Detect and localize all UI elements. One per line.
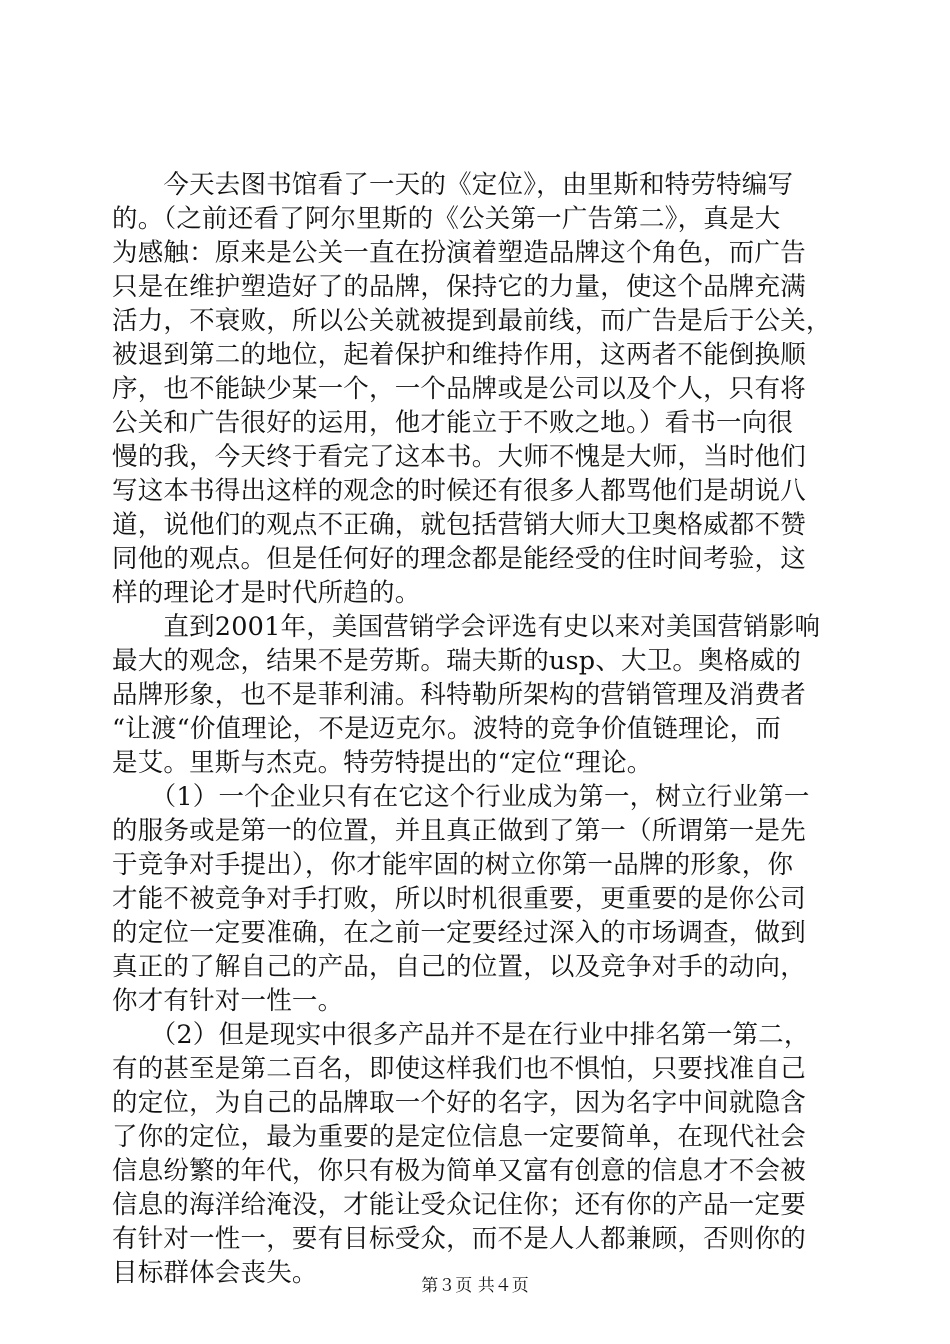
text-line: 品牌形象，也不是菲利浦。科特勒所架构的营销管理及消费者 bbox=[112, 680, 806, 710]
text-line: 慢的我，今天终于看完了这本书。大师不愧是大师，当时他们 bbox=[112, 442, 806, 472]
text-line: 信息的海洋给淹没，才能让受众记住你；还有你的产品一定要 bbox=[112, 1190, 806, 1220]
text-line: 样的理论才是时代所趋的。 bbox=[112, 578, 421, 608]
text-line: 序，也不能缺少某一个，一个品牌或是公司以及个人，只有将 bbox=[112, 374, 806, 404]
text-line: 今天去图书馆看了一天的《定位》，由里斯和特劳特编写 bbox=[112, 170, 794, 200]
text-line: 于竞争对手提出），你才能牢固的树立你第一品牌的形象，你 bbox=[112, 850, 794, 880]
text-line: 信息纷繁的年代，你只有极为简单又富有创意的信息才不会被 bbox=[112, 1156, 806, 1186]
text-line: 有针对一性一，要有目标受众，而不是人人都兼顾，否则你的 bbox=[112, 1224, 806, 1254]
text-line: 活力，不衰败，所以公关就被提到最前线，而广告是后于公关， bbox=[112, 306, 832, 336]
page-footer bbox=[0, 1275, 950, 1297]
text-line: 直到2001年，美国营销学会评选有史以来对美国营销影响 bbox=[112, 612, 821, 642]
text-line: 被退到第二的地位，起着保护和维持作用，这两者不能倒换顺 bbox=[112, 340, 806, 370]
text-line: 才能不被竞争对手打败，所以时机很重要，更重要的是你公司 bbox=[112, 884, 806, 914]
text-line: “让渡“价值理论，不是迈克尔。波特的竞争价值链理论，而 bbox=[112, 714, 781, 744]
text-line: 为感触：原来是公关一直在扮演着塑造品牌这个角色，而广告 bbox=[112, 238, 806, 268]
page-number-label: 第３页 共４页 bbox=[421, 1276, 529, 1296]
text-line: 真正的了解自己的产品，自己的位置，以及竞争对手的动向， bbox=[112, 952, 806, 982]
text-line: 的定位一定要准确，在之前一定要经过深入的市场调查，做到 bbox=[112, 918, 806, 948]
text-line: 公关和广告很好的运用，他才能立于不败之地。）看书一向很 bbox=[112, 408, 794, 438]
text-line: 的定位，为自己的品牌取一个好的名字，因为名字中间就隐含 bbox=[112, 1088, 806, 1118]
text-line: 是艾。里斯与杰克。特劳特提出的“定位“理论。 bbox=[112, 748, 653, 778]
text-line: 道，说他们的观点不正确，就包括营销大师大卫奥格威都不赞 bbox=[112, 510, 806, 540]
text-line: 有的甚至是第二百名，即使这样我们也不惧怕，只要找准自己 bbox=[112, 1054, 806, 1084]
text-line: 你才有针对一性一。 bbox=[112, 986, 344, 1016]
text-line: 了你的定位，最为重要的是定位信息一定要简单，在现代社会 bbox=[112, 1122, 806, 1152]
text-line: 的。（之前还看了阿尔里斯的《公关第一广告第二》，真是大 bbox=[112, 204, 781, 234]
text-line: 的服务或是第一的位置，并且真正做到了第一（所谓第一是先 bbox=[112, 816, 806, 846]
text-line: 目标群体会丧失。 bbox=[112, 1258, 318, 1288]
document-body bbox=[112, 168, 838, 1290]
text-line: 同他的观点。但是任何好的理念都是能经受的住时间考验，这 bbox=[112, 544, 806, 574]
text-line: 只是在维护塑造好了的品牌，保持它的力量，使这个品牌充满 bbox=[112, 272, 806, 302]
text-line: （2）但是现实中很多产品并不是在行业中排名第一第二， bbox=[112, 1020, 810, 1050]
text-line: （1）一个企业只有在它这个行业成为第一，树立行业第一 bbox=[112, 782, 810, 812]
text-line: 写这本书得出这样的观念的时候还有很多人都骂他们是胡说八 bbox=[112, 476, 806, 506]
text-line: 最大的观念，结果不是劳斯。瑞夫斯的usp、大卫。奥格威的 bbox=[112, 646, 801, 676]
